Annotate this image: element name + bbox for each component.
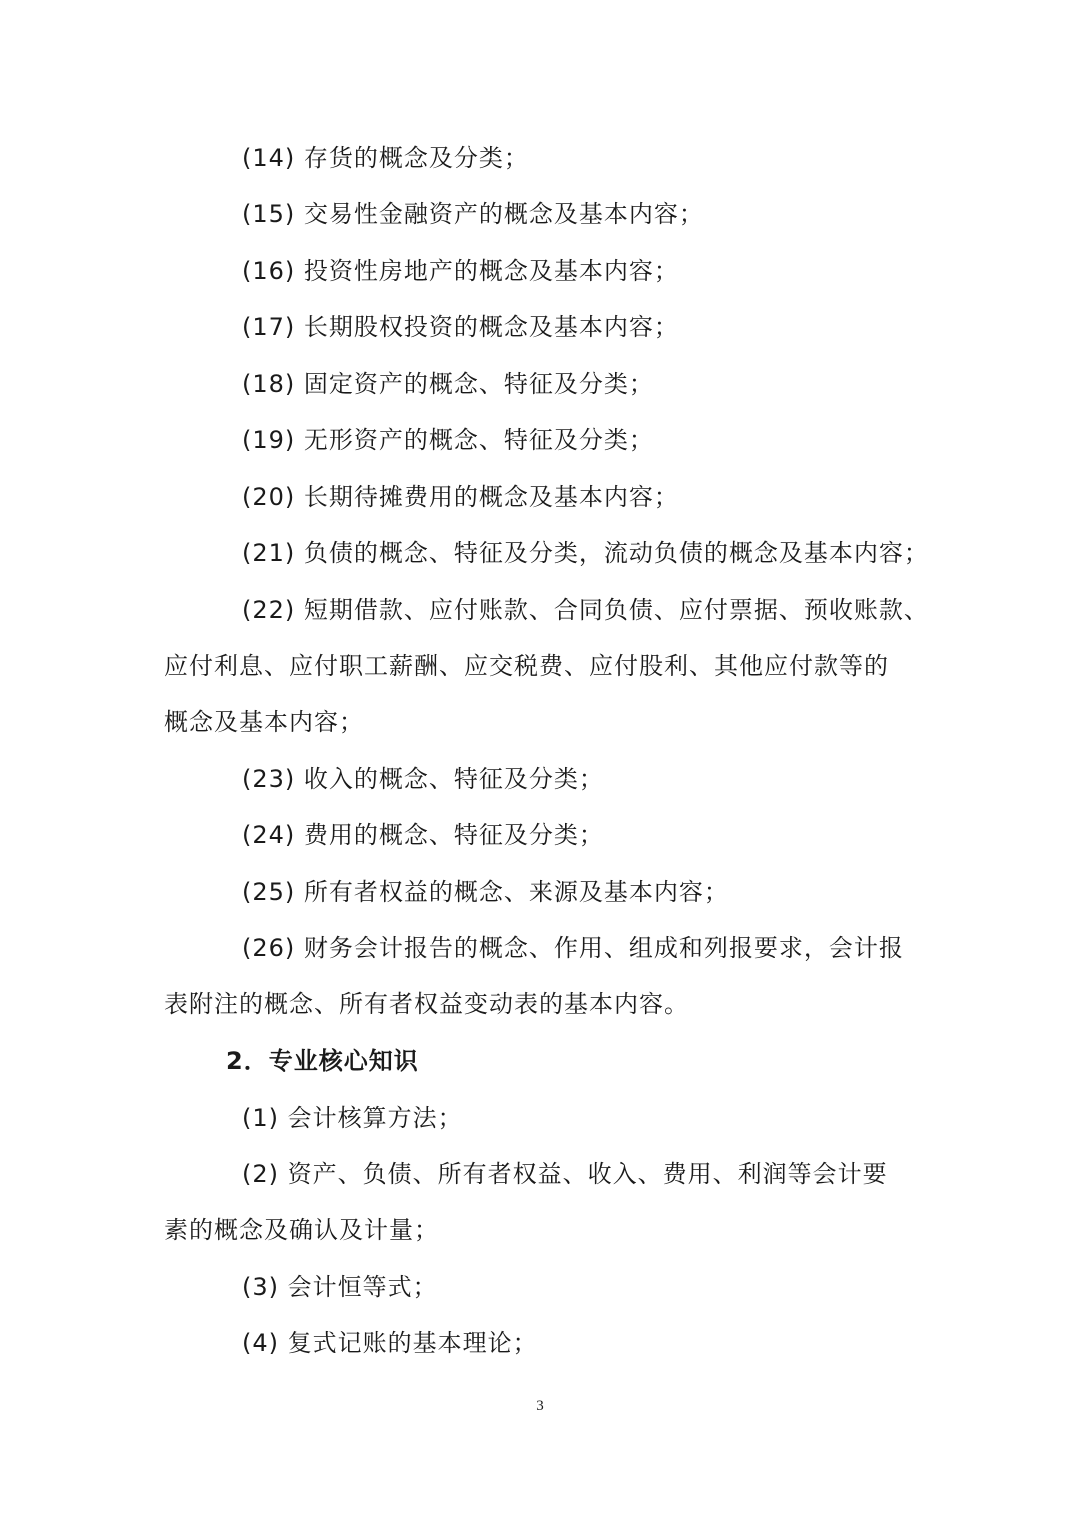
core-item-2-line-1: (2) 资产、负债、所有者权益、收入、费用、利润等会计要 — [242, 1160, 888, 1188]
item-23: (23) 收入的概念、特征及分类； — [242, 765, 604, 793]
item-14: (14) 存货的概念及分类； — [242, 144, 529, 172]
item-26-line-1: (26) 财务会计报告的概念、作用、组成和列报要求，会计报 — [242, 934, 904, 962]
item-16: (16) 投资性房地产的概念及基本内容； — [242, 257, 679, 285]
item-15: (15) 交易性金融资产的概念及基本内容； — [242, 200, 704, 228]
item-22-line-1: (22) 短期借款、应付账款、合同负债、应付票据、预收账款、 — [242, 596, 929, 624]
item-19: (19) 无形资产的概念、特征及分类； — [242, 426, 654, 454]
page-number: 3 — [536, 1398, 544, 1414]
item-22-line-3: 概念及基本内容； — [164, 708, 364, 736]
item-26-line-2: 表附注的概念、所有者权益变动表的基本内容。 — [164, 990, 689, 1018]
item-24: (24) 费用的概念、特征及分类； — [242, 821, 604, 849]
item-22-line-2: 应付利息、应付职工薪酬、应交税费、应付股利、其他应付款等的 — [164, 652, 889, 680]
item-20: (20) 长期待摊费用的概念及基本内容； — [242, 483, 679, 511]
core-item-4: (4) 复式记账的基本理论； — [242, 1329, 538, 1357]
core-item-2-line-2: 素的概念及确认及计量； — [164, 1216, 439, 1244]
section-heading: 2．专业核心知识 — [226, 1047, 419, 1075]
item-21: (21) 负债的概念、特征及分类，流动负债的概念及基本内容； — [242, 539, 929, 567]
core-item-3: (3) 会计恒等式； — [242, 1273, 438, 1301]
item-25: (25) 所有者权益的概念、来源及基本内容； — [242, 878, 729, 906]
item-17: (17) 长期股权投资的概念及基本内容； — [242, 313, 679, 341]
core-item-1: (1) 会计核算方法； — [242, 1104, 463, 1132]
item-18: (18) 固定资产的概念、特征及分类； — [242, 370, 654, 398]
